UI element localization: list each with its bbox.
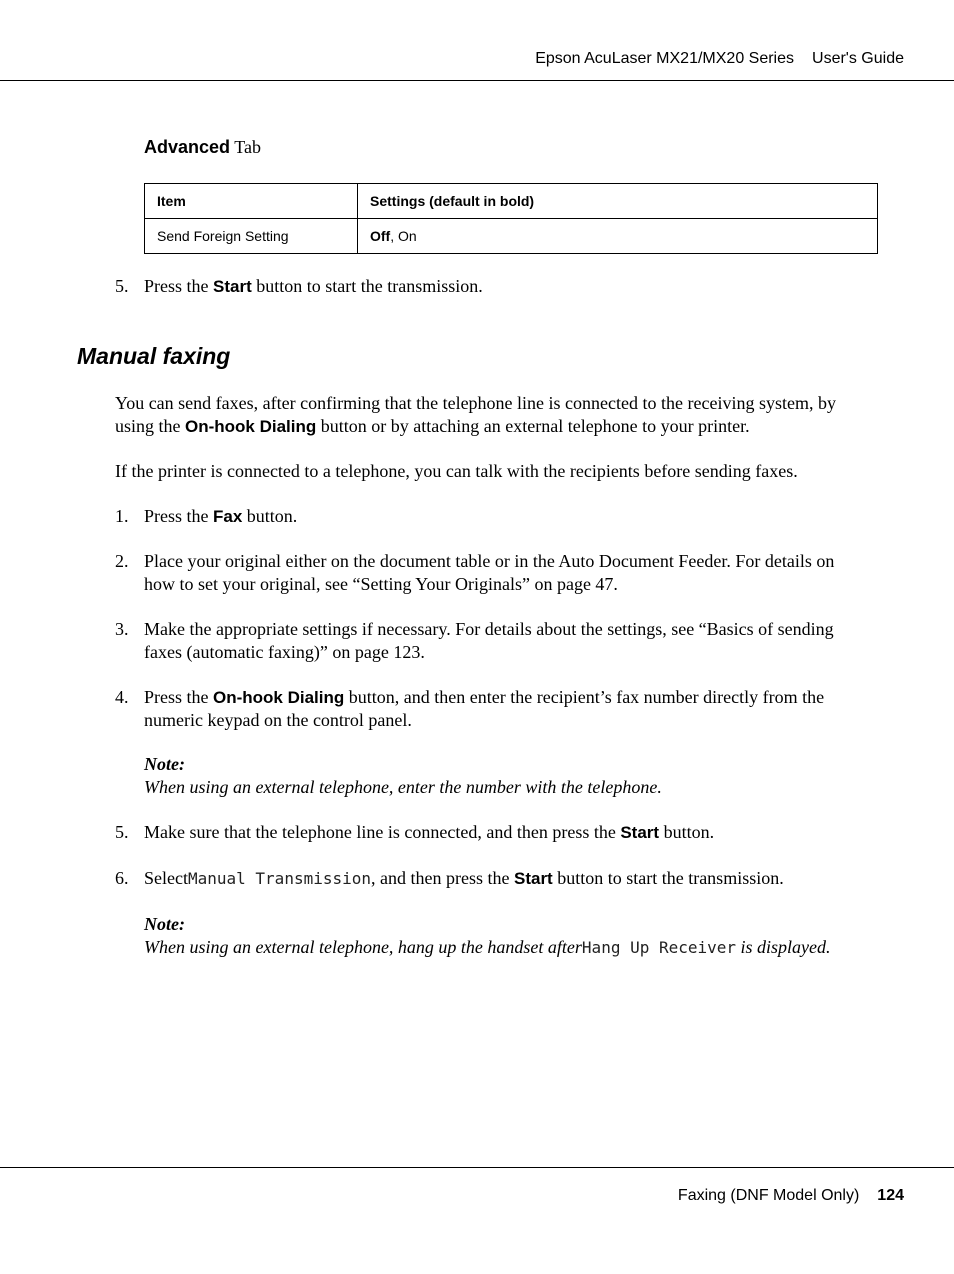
intro-paragraph-2: If the printer is connected to a telephone, you can talk with the recipients before sending faxes.	[115, 461, 798, 481]
note	[144, 913, 831, 959]
page-footer	[678, 1187, 904, 1205]
step-text: Press the Start button to start the transmission.	[144, 276, 483, 296]
note-label: Note:	[144, 914, 185, 934]
note-text: When using an external telephone, hang up the handset afterHang Up Receiver is displayed.	[144, 937, 831, 957]
step-text: Place your original either on the document table or in the Auto Document Feeder. For details on how to set your original, see “Setting Your Originals” on page 47.	[144, 551, 835, 594]
start-button-ref: Start	[513, 869, 553, 888]
start-button-ref: Start	[620, 823, 660, 842]
on-hook-dialing-ref: On-hook Dialing	[213, 688, 345, 707]
step-text: SelectManual Transmission, and then press the Start button to start the transmission.	[144, 868, 784, 888]
step-text: Press the Fax button.	[144, 506, 298, 526]
step-text: Make the appropriate settings if necessary. For details about the settings, see “Basics of sending faxes (automatic faxing)” on page 123.	[144, 619, 834, 662]
guide-name: User's Guide	[812, 50, 904, 67]
step-number: 1.	[115, 506, 129, 526]
table-row	[145, 219, 878, 254]
step-number: 6.	[115, 868, 129, 888]
footer-section: Faxing (DNF Model Only)	[677, 1187, 860, 1204]
lcd-text: Manual Transmission	[187, 869, 372, 888]
advanced-tab-heading: Advanced Tab	[144, 137, 261, 157]
step-text: Press the On-hook Dialing button, and then enter the recipient’s fax number directly from the numeric keypad on the control panel.	[144, 687, 825, 730]
section-title: Manual faxing	[77, 343, 231, 369]
note	[144, 753, 662, 799]
step-number: 4.	[115, 687, 129, 707]
step-text: Make sure that the telephone line is connected, and then press the Start button.	[144, 822, 715, 842]
note-label: Note:	[144, 754, 185, 774]
fax-button-ref: Fax	[213, 507, 243, 526]
product-name: Epson AcuLaser MX21/MX20 Series	[535, 50, 795, 67]
start-button-ref: Start	[213, 277, 252, 296]
intro-paragraph: You can send faxes, after confirming that the telephone line is connected to the receiving system, by using the On-hook Dialing button or by attaching an external telephone to your printer.	[115, 393, 836, 436]
step-number: 3.	[115, 619, 129, 639]
step-number: 5.	[115, 822, 129, 842]
table-header-row	[145, 184, 878, 219]
on-hook-dialing-ref: On-hook Dialing	[185, 417, 317, 436]
table-header-item: Item	[145, 184, 358, 219]
table-cell-settings: Off, On	[358, 219, 878, 254]
step-number: 5.	[115, 276, 129, 296]
default-value: Off	[370, 228, 391, 244]
page-number: 124	[877, 1187, 904, 1204]
settings-table	[144, 183, 878, 254]
footer-rule	[0, 1167, 954, 1168]
table-header-settings: Settings (default in bold)	[358, 184, 878, 219]
header-rule	[0, 80, 954, 81]
lcd-text: Hang Up Receiver	[581, 938, 737, 957]
step-number: 2.	[115, 551, 129, 571]
page-header	[535, 50, 904, 68]
note-text: When using an external telephone, enter the number with the telephone.	[144, 777, 662, 797]
table-cell-item: Send Foreign Setting	[145, 219, 358, 254]
